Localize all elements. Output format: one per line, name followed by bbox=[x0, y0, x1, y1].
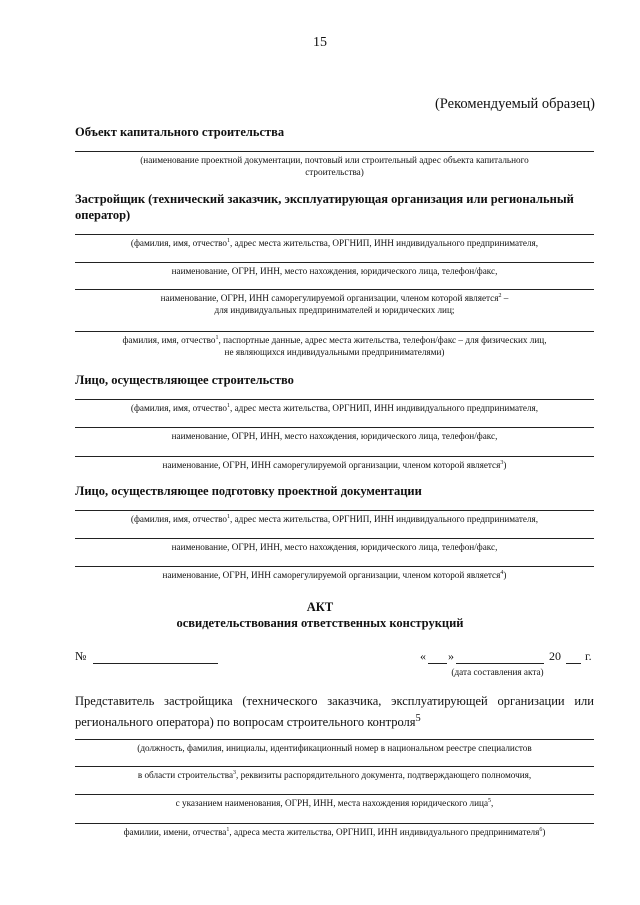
developer-caption-sro-2: для индивидуальных предпринимателей и юридических лиц; bbox=[214, 305, 455, 315]
date-open-quote: « bbox=[420, 649, 426, 663]
developer-heading-1: Застройщик (технический заказчик, эксплуатирующая организация или региональный bbox=[75, 192, 574, 206]
object-fill-line bbox=[75, 151, 594, 152]
date-year-prefix: 20 bbox=[549, 649, 561, 663]
developer-caption-person: (фамилия, имя, отчество$^1$, адрес места жительства, ОРГНИП, ИНН индивидуального предпринимателя, bbox=[130, 237, 539, 248]
date-close-quote: » bbox=[448, 649, 454, 663]
object-heading: Объект капитального строительства bbox=[75, 125, 285, 139]
date-caption: (дата составления акта) bbox=[451, 667, 544, 677]
developer-caption-org: наименование, ОГРН, ИНН, место нахождения, юридического лица, телефон/факс, bbox=[171, 266, 498, 276]
date-month-line bbox=[456, 663, 544, 664]
developer-heading-2: оператор) bbox=[75, 208, 131, 222]
builder-caption-sro: наименование, ОГРН, ИНН саморегулируемой организации, членом которой является$^3$) bbox=[162, 459, 507, 470]
act-number-line bbox=[93, 663, 218, 664]
builder-line-3 bbox=[75, 456, 594, 457]
act-number-label: № bbox=[75, 649, 87, 663]
design-line-1 bbox=[75, 510, 594, 511]
act-subtitle: освидетельствования ответственных конструкций bbox=[176, 616, 464, 630]
sample-label: (Рекомендуемый образец) bbox=[434, 96, 595, 112]
representative-line-1 bbox=[75, 739, 594, 740]
act-title: АКТ bbox=[306, 600, 334, 614]
representative-line-2 bbox=[75, 766, 594, 767]
builder-heading: Лицо, осуществляющее строительство bbox=[75, 373, 294, 387]
design-line-2 bbox=[75, 538, 594, 539]
representative-para-2: регионального оператора) по вопросам строительного контроля$^5$ bbox=[75, 713, 421, 730]
design-caption-person: (фамилия, имя, отчество$^1$, адрес места жительства, ОРГНИП, ИНН индивидуального предпринимателя, bbox=[130, 513, 539, 524]
representative-caption-3: с указанием наименования, ОГРН, ИНН, места нахождения юридического лица$^5$, bbox=[175, 797, 494, 808]
design-heading: Лицо, осуществляющее подготовку проектной документации bbox=[75, 484, 422, 498]
developer-line-1 bbox=[75, 234, 594, 235]
design-line-3 bbox=[75, 566, 594, 567]
developer-caption-sro: наименование, ОГРН, ИНН саморегулируемой организации, членом которой является$^2$ – bbox=[160, 292, 509, 303]
developer-line-4 bbox=[75, 331, 594, 332]
representative-line-4 bbox=[75, 823, 594, 824]
representative-caption-4: фамилии, имени, отчества$^1$, адреса места жительства, ОРГНИП, ИНН индивидуального предпринимателя$^6$) bbox=[123, 826, 546, 837]
design-caption-org: наименование, ОГРН, ИНН, место нахождения, юридического лица, телефон/факс, bbox=[171, 542, 498, 552]
developer-line-3 bbox=[75, 289, 594, 290]
representative-caption-1: (должность, фамилия, инициалы, идентификационный номер в национальном реестре специалистов bbox=[137, 743, 532, 753]
builder-caption-person: (фамилия, имя, отчество$^1$, адрес места жительства, ОРГНИП, ИНН индивидуального предпринимателя, bbox=[130, 402, 539, 413]
representative-caption-2: в области строительства$^3$, реквизиты распорядительного документа, подтверждающего полномочия, bbox=[137, 769, 532, 780]
design-caption-sro: наименование, ОГРН, ИНН саморегулируемой организации, членом которой является$^4$) bbox=[162, 569, 507, 580]
date-day-line bbox=[428, 663, 447, 664]
builder-line-1 bbox=[75, 399, 594, 400]
builder-caption-org: наименование, ОГРН, ИНН, место нахождения, юридического лица, телефон/факс, bbox=[171, 431, 498, 441]
date-year-suffix: г. bbox=[585, 649, 592, 663]
developer-line-2 bbox=[75, 262, 594, 263]
page-number: 15 bbox=[313, 35, 327, 50]
builder-line-2 bbox=[75, 427, 594, 428]
developer-caption-phys-2: не являющихся индивидуальными предпринимателями) bbox=[224, 347, 445, 357]
object-caption-1: (наименование проектной документации, почтовый или строительный адрес объекта капитального bbox=[140, 155, 529, 165]
representative-para-1: Представитель застройщика (технического заказчика, эксплуатирующей организации или bbox=[75, 694, 594, 708]
representative-line-3 bbox=[75, 794, 594, 795]
object-caption-2: строительства) bbox=[305, 167, 364, 177]
developer-caption-phys: фамилия, имя, отчество$^1$, паспортные данные, адрес места жительства, телефон/факс – для физических лиц, bbox=[122, 334, 547, 345]
date-year-line bbox=[566, 663, 581, 664]
